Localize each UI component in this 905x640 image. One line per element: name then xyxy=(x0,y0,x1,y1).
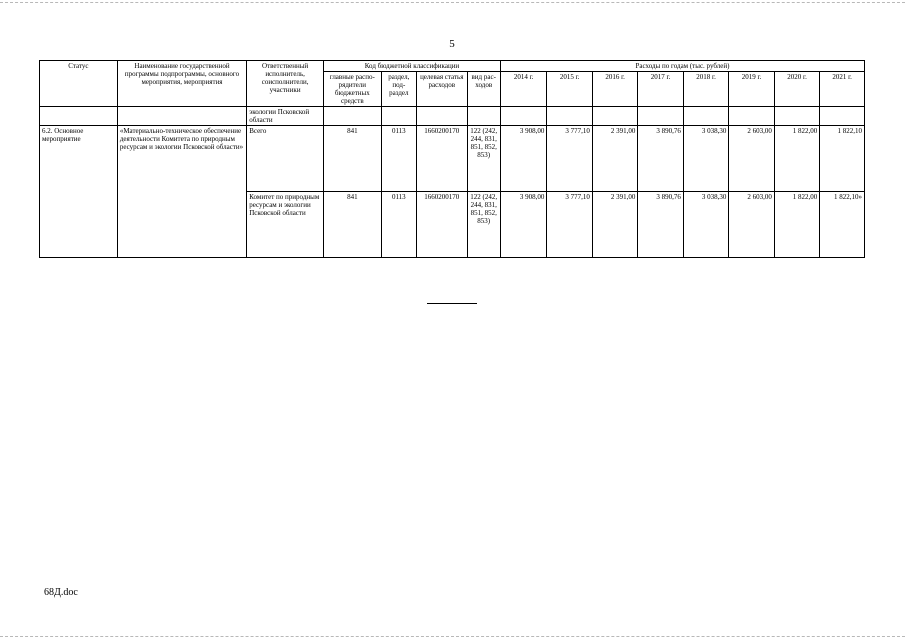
cell-empty xyxy=(638,107,683,126)
page-number: 5 xyxy=(449,38,455,50)
row-csr: 1660200170 xyxy=(417,126,468,192)
cell-empty xyxy=(324,107,382,126)
row-value-2018: 3 038,30 xyxy=(683,192,728,258)
header-row-1 xyxy=(40,61,865,72)
row-responsible: Всего xyxy=(247,126,324,192)
row-value-2014: 3 908,00 xyxy=(500,192,546,258)
header-kbk-group: Код бюджетной классификации xyxy=(324,61,501,72)
row-value-2018: 3 038,30 xyxy=(683,126,728,192)
cell-empty xyxy=(820,107,865,126)
row-responsible: Комитет по природным ресурсам и экологии Псковской области xyxy=(247,192,324,258)
header-year-2021: 2021 г. xyxy=(820,72,865,107)
section-separator xyxy=(427,303,477,304)
cell-empty xyxy=(117,107,246,126)
footer-filename: 68Д.doc xyxy=(44,587,78,598)
scan-edge-top xyxy=(0,2,905,3)
row-value-2014: 3 908,00 xyxy=(500,126,546,192)
header-year-2016: 2016 г. xyxy=(592,72,637,107)
cell-empty xyxy=(547,107,592,126)
header-status: Статус xyxy=(40,61,118,107)
header-year-2017: 2017 г. xyxy=(638,72,683,107)
row-vr: 122 (242, 244, 831, 851, 852, 853) xyxy=(467,192,500,258)
cell-empty xyxy=(381,107,416,126)
continuation-text: экологии Псковской области xyxy=(247,107,324,126)
header-year-2014: 2014 г. xyxy=(500,72,546,107)
row-value-2016: 2 391,00 xyxy=(592,126,637,192)
row-value-2021: 1 822,10 xyxy=(820,126,865,192)
row-rzpr: 0113 xyxy=(381,192,416,258)
row-value-2017: 3 890,76 xyxy=(638,192,683,258)
cell-empty xyxy=(467,107,500,126)
continuation-row xyxy=(40,107,865,126)
cell-empty xyxy=(683,107,728,126)
row-value-2016: 2 391,00 xyxy=(592,192,637,258)
row-vr: 122 (242, 244, 831, 851, 852, 853) xyxy=(467,126,500,192)
row-value-2021: 1 822,10» xyxy=(820,192,865,258)
header-kbk-rzpr: раздел, под-раздел xyxy=(381,72,416,107)
item-status: 6.2. Основное мероприятие xyxy=(40,126,118,258)
header-year-2015: 2015 г. xyxy=(547,72,592,107)
header-expenses-group: Расходы по годам (тыс. рублей) xyxy=(500,61,864,72)
row-value-2020: 1 822,00 xyxy=(774,192,819,258)
cell-empty xyxy=(40,107,118,126)
scan-edge-bottom xyxy=(0,636,905,637)
item-name: «Материально-техническое обеспечение деятельности Комитета по природным ресурсам и экологии Псковской области» xyxy=(117,126,246,258)
row-grbs: 841 xyxy=(324,192,382,258)
header-year-2018: 2018 г. xyxy=(683,72,728,107)
row-value-2015: 3 777,10 xyxy=(547,126,592,192)
cell-empty xyxy=(417,107,468,126)
row-value-2020: 1 822,00 xyxy=(774,126,819,192)
header-kbk-vr: вид рас-ходов xyxy=(467,72,500,107)
cell-empty xyxy=(774,107,819,126)
budget-table xyxy=(39,60,865,258)
cell-empty xyxy=(592,107,637,126)
row-value-2015: 3 777,10 xyxy=(547,192,592,258)
row-rzpr: 0113 xyxy=(381,126,416,192)
header-name: Наименование государственной программы подпрограммы, основного мероприятия, мероприятия xyxy=(117,61,246,107)
row-csr: 1660200170 xyxy=(417,192,468,258)
cell-empty xyxy=(729,107,774,126)
table-row xyxy=(40,126,865,192)
row-value-2019: 2 603,00 xyxy=(729,192,774,258)
header-responsible: Ответственный исполнитель, соисполнители, участники xyxy=(247,61,324,107)
row-value-2017: 3 890,76 xyxy=(638,126,683,192)
header-year-2019: 2019 г. xyxy=(729,72,774,107)
header-year-2020: 2020 г. xyxy=(774,72,819,107)
header-kbk-csr: целевая статья расходов xyxy=(417,72,468,107)
row-grbs: 841 xyxy=(324,126,382,192)
row-value-2019: 2 603,00 xyxy=(729,126,774,192)
cell-empty xyxy=(500,107,546,126)
header-kbk-grbs: главные распо-рядители бюджетных средств xyxy=(324,72,382,107)
